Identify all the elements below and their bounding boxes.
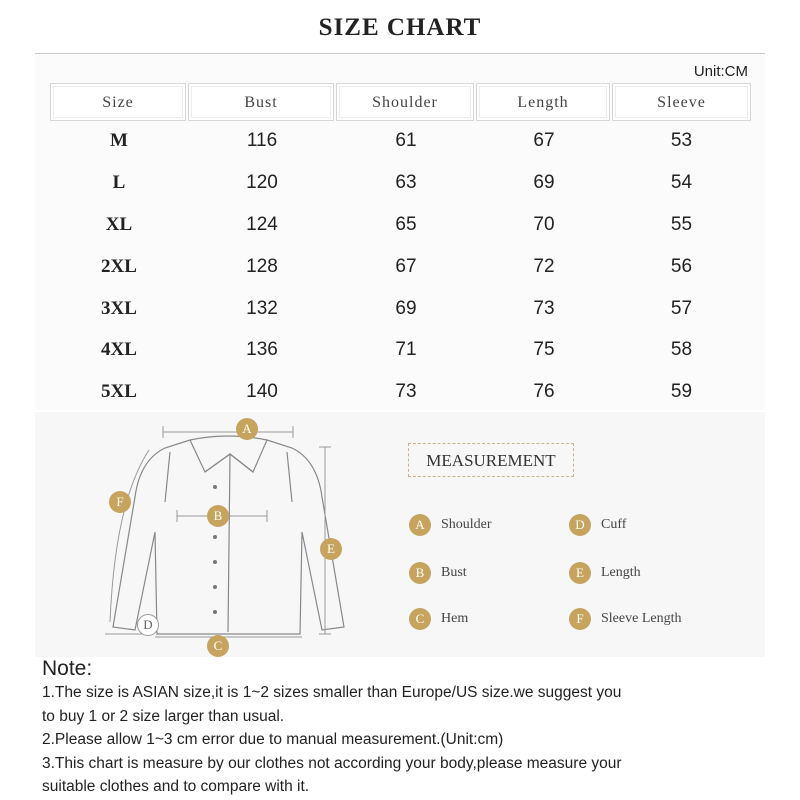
legend-badge: C [409, 608, 431, 630]
length-cell: 67 [533, 130, 555, 151]
marker-e: E [320, 538, 342, 560]
length-cell: 76 [533, 381, 555, 402]
legend-label: Length [601, 565, 641, 581]
notes-section [42, 657, 782, 799]
shoulder-cell: 67 [395, 256, 417, 277]
bust-cell: 120 [246, 172, 278, 193]
length-cell: 72 [533, 256, 555, 277]
legend-label: Hem [441, 611, 469, 627]
measurement-title: MEASUREMENT [408, 443, 574, 477]
length-cell: 75 [533, 339, 555, 360]
sleeve-cell: 56 [670, 256, 693, 277]
sleeve-cell: 57 [670, 298, 693, 319]
legend-badge: B [409, 562, 431, 584]
table-header-row [50, 83, 751, 123]
length-cell: 69 [533, 172, 555, 193]
sleeve-cell: 55 [670, 214, 693, 235]
table-row [50, 330, 751, 370]
bust-cell: 128 [246, 256, 278, 277]
marker-b: B [207, 505, 229, 527]
legend-item-sleeve-length [569, 608, 681, 630]
marker-f: F [109, 491, 131, 513]
unit-label: Unit:CM [693, 63, 748, 80]
size-cell: 5XL [101, 381, 137, 402]
table-row [50, 289, 751, 329]
length-cell: 70 [533, 214, 555, 235]
title-divider [35, 53, 765, 54]
note-line: 1.The size is ASIAN size,it is 1~2 sizes smaller than Europe/US size.we suggest you [42, 684, 622, 701]
shoulder-cell: 71 [395, 339, 417, 360]
shirt-diagram [95, 412, 365, 657]
shoulder-cell: 73 [395, 381, 417, 402]
legend-label: Cuff [601, 517, 627, 533]
shoulder-cell: 69 [395, 298, 417, 319]
marker-a: A [236, 418, 258, 440]
note-line: suitable clothes and to compare with it. [42, 778, 310, 795]
size-cell: 4XL [101, 339, 137, 360]
bust-cell: 136 [246, 339, 278, 360]
table-row [50, 121, 751, 161]
table-row [50, 372, 751, 412]
marker-c: C [207, 635, 229, 657]
legend-label: Shoulder [441, 517, 492, 533]
size-cell: M [110, 130, 128, 151]
legend-label: Bust [441, 565, 467, 581]
legend-item-shoulder [409, 514, 492, 536]
header-sleeve: Sleeve [612, 83, 751, 121]
legend-label: Sleeve Length [601, 611, 682, 627]
table-row [50, 205, 751, 245]
legend-badge: F [569, 608, 591, 630]
size-cell: 3XL [101, 298, 137, 319]
size-cell: XL [105, 214, 133, 235]
bust-cell: 140 [246, 381, 278, 402]
header-length: Length [476, 83, 610, 121]
bust-cell: 132 [246, 298, 278, 319]
bust-cell: 116 [246, 130, 278, 151]
header-size: Size [50, 83, 186, 121]
size-cell: 2XL [101, 256, 137, 277]
shoulder-cell: 65 [395, 214, 417, 235]
legend-item-hem [409, 608, 468, 630]
length-cell: 73 [533, 298, 555, 319]
note-line: 2.Please allow 1~3 cm error due to manual measurement.(Unit:cm) [42, 731, 504, 748]
sleeve-cell: 59 [670, 381, 693, 402]
legend-item-cuff [569, 514, 626, 536]
shoulder-cell: 63 [395, 172, 417, 193]
note-line: 3.This chart is measure by our clothes not according your body,please measure your [42, 754, 622, 772]
shoulder-cell: 61 [395, 130, 417, 151]
header-shoulder: Shoulder [336, 83, 474, 121]
table-row [50, 247, 751, 287]
marker-d: D [137, 614, 159, 636]
page-title: SIZE CHART [318, 14, 482, 41]
legend-badge: D [569, 514, 591, 536]
size-cell: L [112, 172, 126, 193]
table-row [50, 163, 751, 203]
header-bust: Bust [188, 83, 334, 121]
legend-item-bust [409, 562, 467, 584]
notes-title: Note: [42, 657, 93, 680]
sleeve-cell: 53 [670, 130, 693, 151]
note-line: to buy 1 or 2 size larger than usual. [42, 707, 285, 725]
legend-item-length [569, 562, 641, 584]
legend-badge: A [409, 514, 431, 536]
legend-badge: E [569, 562, 591, 584]
bust-cell: 124 [246, 214, 278, 235]
sleeve-cell: 54 [670, 172, 693, 193]
sleeve-cell: 58 [670, 339, 693, 360]
